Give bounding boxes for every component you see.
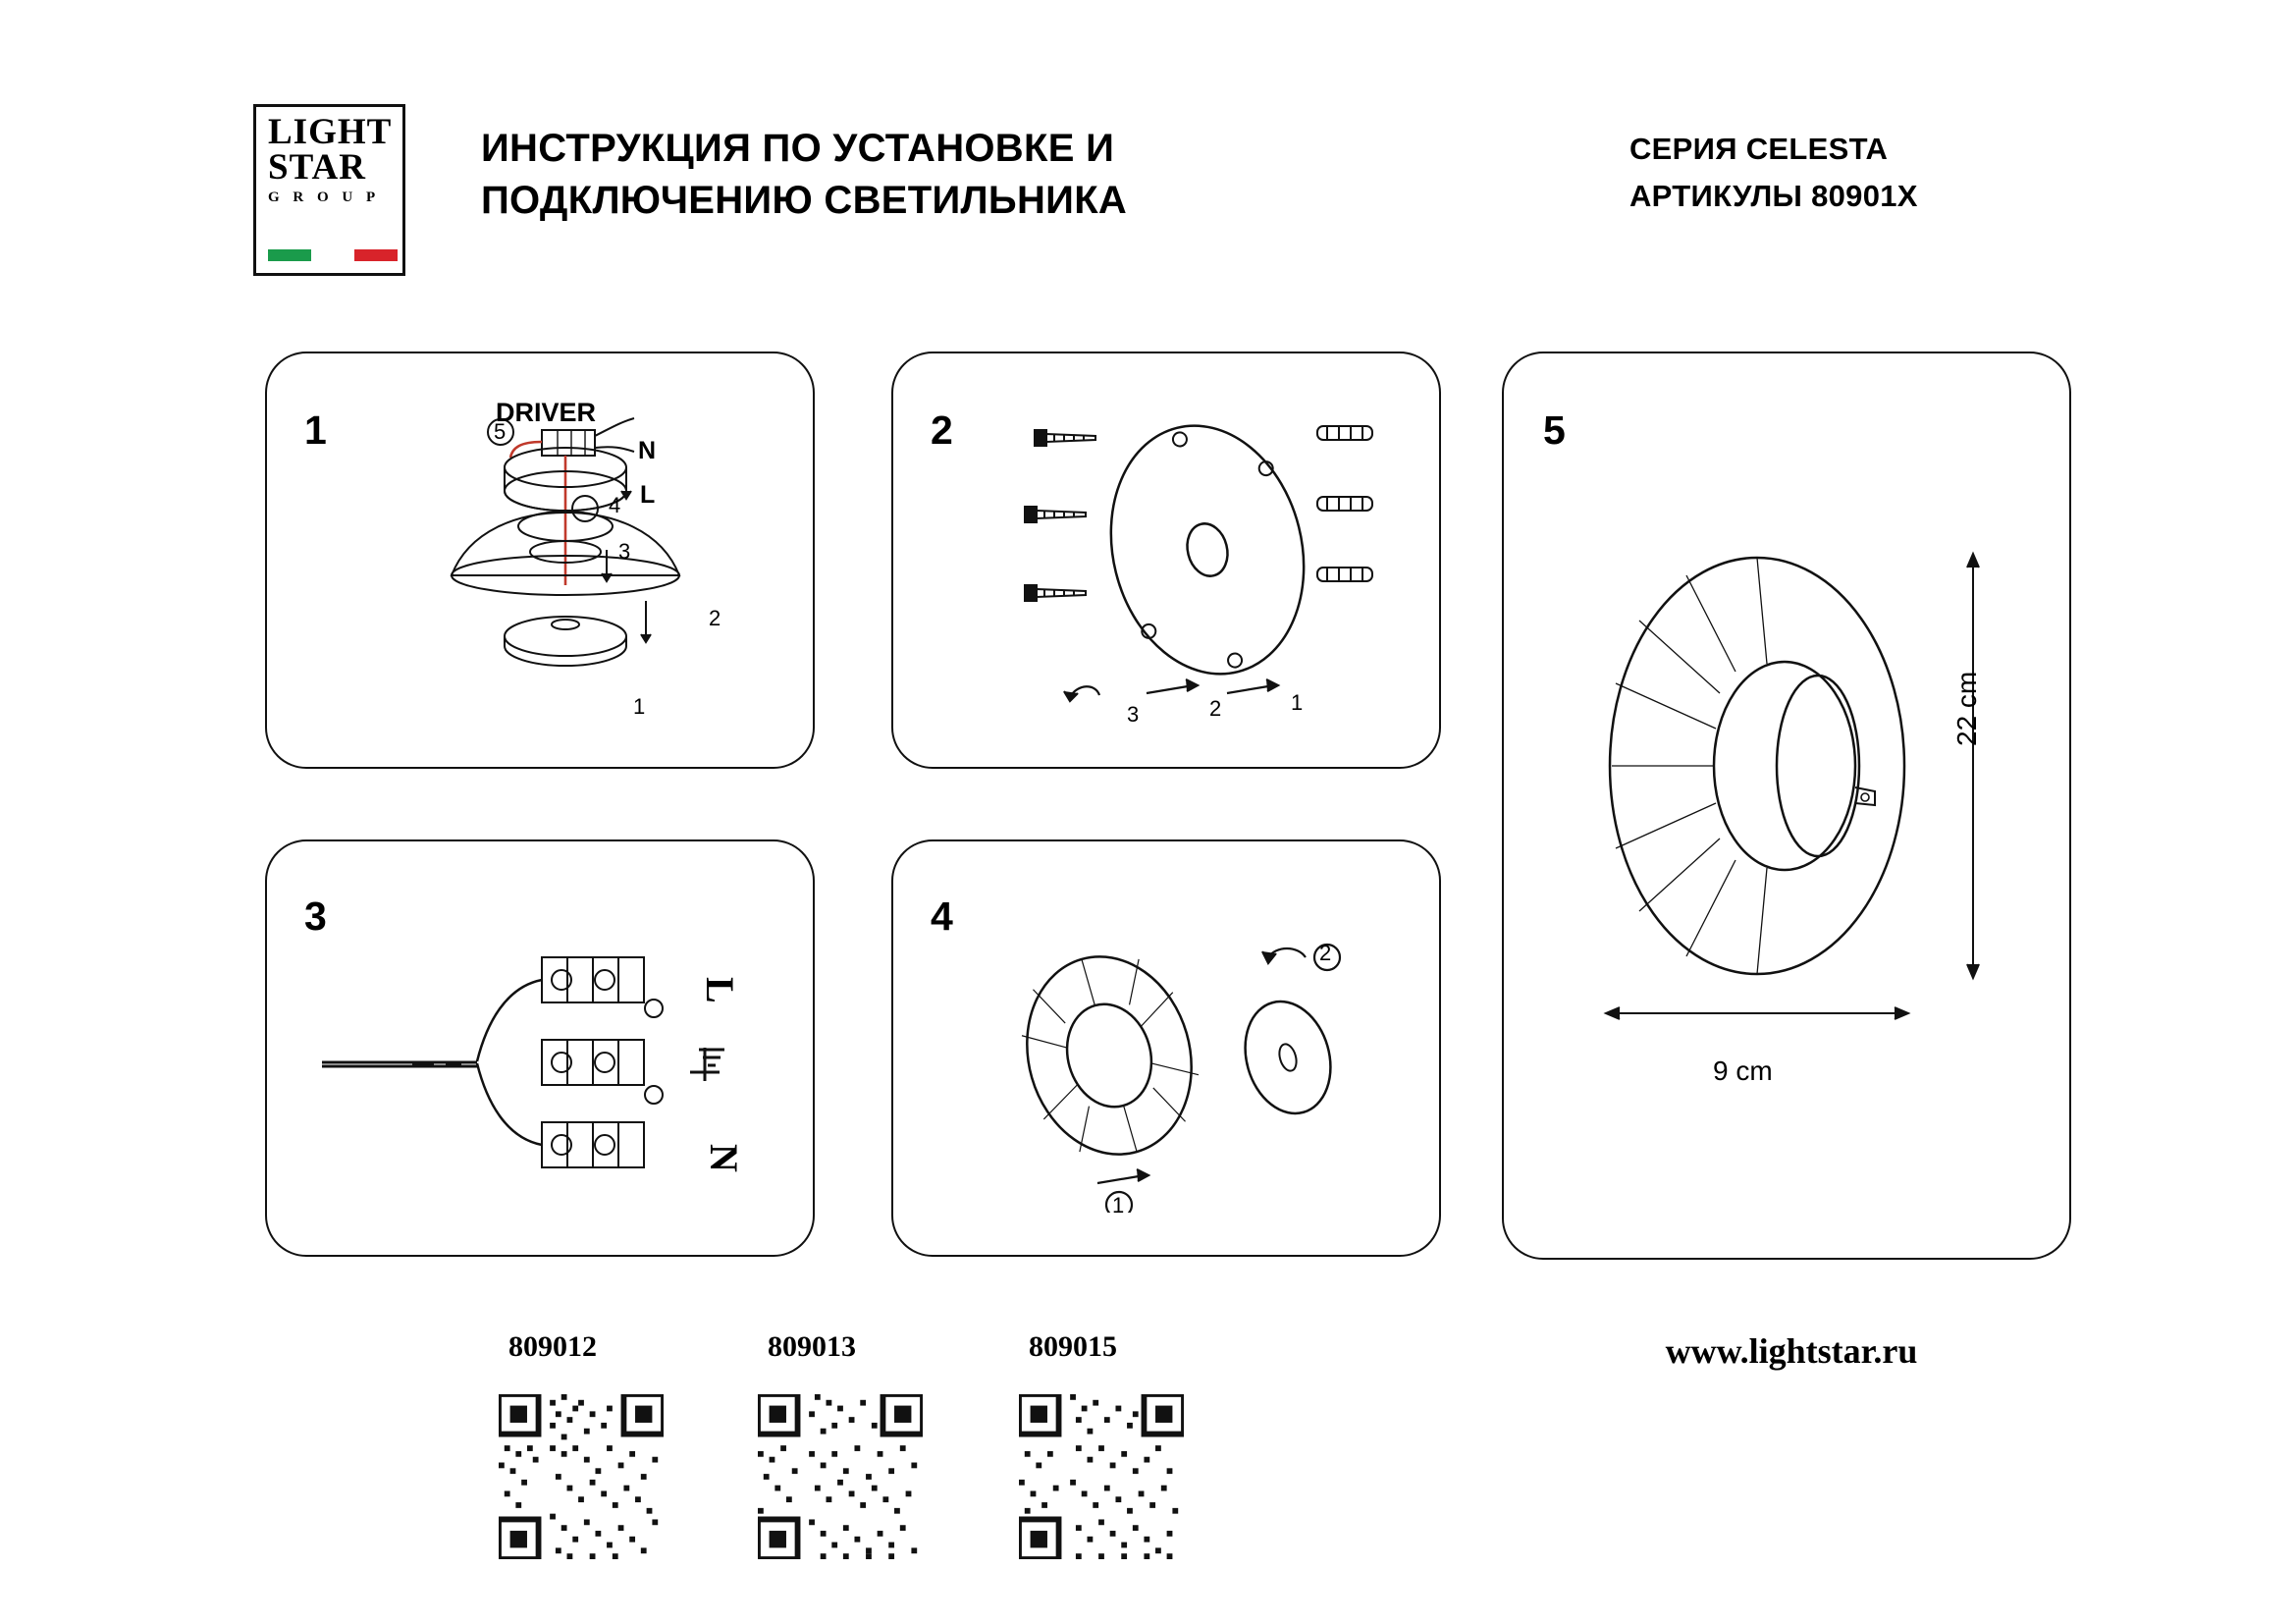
brand-line-1: LIGHT [268,112,393,152]
qr-code-809013 [758,1394,923,1559]
step-number-2: 2 [931,407,953,453]
page-title: ИНСТРУКЦИЯ ПО УСТАНОВКЕ И ПОДКЛЮЧЕНИЮ СВЕТИЛЬНИКА [481,127,1128,222]
series-articles: АРТИКУЛЫ 80901X [1629,179,1918,214]
brand-logo-text [268,112,398,205]
brand-line-3: G R O U P [268,189,381,205]
qr-code-809012 [499,1394,664,1559]
callout-4-label: 4 [609,493,621,517]
step-3-diagram [314,938,785,1213]
driver-label: DRIVER [496,398,597,427]
panel4-callout-2: 2 [1319,941,1332,965]
svg-text:N: N [702,1144,746,1172]
step-5-diagram [1571,511,2042,1021]
svg-text:L: L [698,977,742,1003]
brand-line-2: STAR [268,147,366,189]
panel2-callout-2: 2 [1209,696,1222,721]
website-url[interactable]: www.lightstar.ru [1665,1331,1918,1371]
series-name: СЕРИЯ CELESTA [1629,132,1889,166]
step-1-diagram [393,393,805,756]
wire-label-l: L [640,481,656,509]
qr-code-809015 [1019,1394,1184,1559]
dimension-width-label: 9 cm [1713,1056,1773,1086]
series-info [1629,126,2101,220]
product-code-3: 809015 [1029,1330,1117,1363]
brand-logo [253,104,405,276]
callout-3-label: 3 [618,539,631,564]
step-number-3: 3 [304,893,327,939]
step-number-1: 1 [304,407,327,453]
dimension-height-label: 22 cm [1951,671,1982,746]
step-4-diagram [982,889,1394,1213]
italian-flag-icon [268,249,398,261]
callout-1-label: 1 [633,694,646,719]
panel2-callout-3: 3 [1127,702,1140,727]
panel4-callout-1: 1 [1112,1193,1125,1218]
product-code-1: 809012 [508,1330,597,1363]
callout-2-label: 2 [709,606,721,630]
step-2-diagram [1001,403,1414,736]
step-number-5: 5 [1543,407,1566,453]
step-number-4: 4 [931,893,953,939]
panel2-callout-1: 1 [1291,690,1304,715]
callout-5-label: 5 [494,419,507,444]
wire-label-n: N [638,437,657,464]
product-code-2: 809013 [768,1330,856,1363]
